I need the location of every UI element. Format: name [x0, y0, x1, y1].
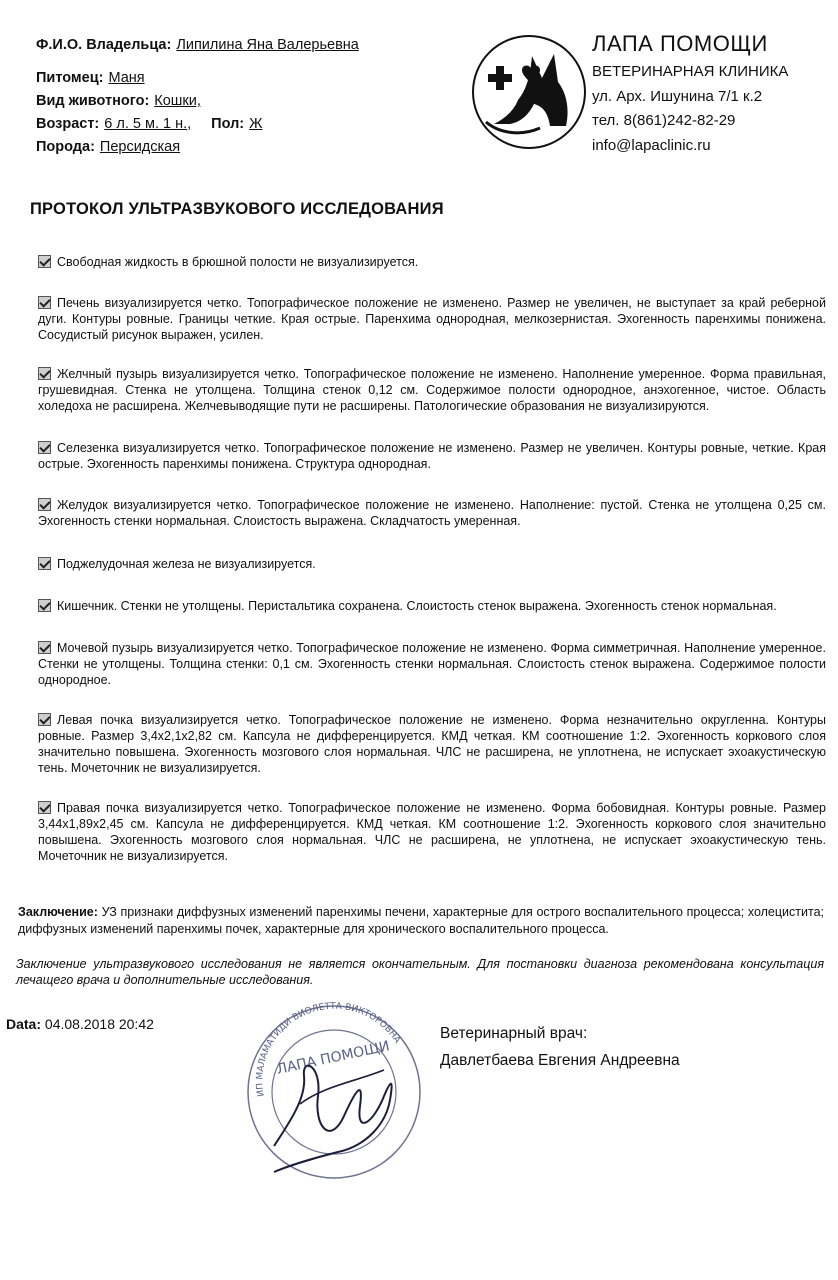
checkbox-checked-icon	[38, 557, 51, 570]
finding-free-fluid	[38, 254, 826, 270]
finding-gallbladder	[38, 366, 826, 414]
checkbox-checked-icon	[38, 498, 51, 511]
owner-name-label: Ф.И.О. Владельца:	[36, 37, 172, 53]
doctor-label: Ветеринарный врач:	[440, 1025, 588, 1042]
patient-info	[36, 34, 456, 159]
pet-name-label: Питомец:	[36, 70, 104, 86]
checkbox-checked-icon	[38, 599, 51, 612]
finding-intestine	[38, 598, 826, 614]
clinic-stamp	[234, 996, 434, 1182]
checkbox-checked-icon	[38, 367, 51, 380]
finding-spleen	[38, 440, 826, 472]
species-label: Вид животного:	[36, 93, 150, 109]
finding-text: Левая почка визуализируется четко. Топографическое положение не изменено. Форма незначительно округленна. Контуры ровные. Размер 3,4x2,1x2,82 см. Капсула не дифференцируется. КМД четкая. КМ соотношение 1:2. Эхогенность коркового слоя значительно повышена. Эхогенность мозгового слоя нормальная. ЧЛС не расширена, не уплотнена, не испускает эхоакустическую тень. Мочеточник не визуализируется.	[38, 713, 826, 775]
age-label: Возраст:	[36, 116, 100, 132]
breed-label: Порода:	[36, 139, 95, 155]
conclusion-text: УЗ признаки диффузных изменений паренхимы печени, характерные для острого воспалительного процесса; холецистита; диффузных изменений паренхимы почек, характерные для хронического воспалительного процесса.	[18, 905, 824, 936]
finding-text: Поджелудочная железа не визуализируется.	[57, 557, 316, 571]
page-title: ПРОТОКОЛ УЛЬТРАЗВУКОВОГО ИССЛЕДОВАНИЯ	[30, 200, 444, 218]
doctor-info	[440, 1020, 680, 1074]
finding-right-kidney	[38, 800, 826, 864]
signature-icon	[274, 1066, 392, 1172]
checkbox-checked-icon	[38, 441, 51, 454]
finding-text: Селезенка визуализируется четко. Топографическое положение не изменено. Размер не увеличен. Контуры ровные, четкие. Края острые. Эхогенность паренхимы понижена. Структура однородная.	[38, 441, 826, 471]
age-value: 6 л. 5 м. 1 н.,	[104, 116, 192, 132]
stamp-center-text: ЛАПА ПОМОЩИ	[275, 1038, 392, 1078]
doctor-name: Давлетбаева Евгения Андреевна	[440, 1052, 680, 1069]
finding-liver	[38, 295, 826, 343]
checkbox-checked-icon	[38, 641, 51, 654]
stamp-ring-text: ИП МАЛАМАТИДИ ВИОЛЕТТА ВИКТОРОВНА	[255, 1001, 402, 1098]
checkbox-checked-icon	[38, 255, 51, 268]
date-value: 04.08.2018 20:42	[44, 1016, 154, 1032]
conclusion-label: Заключение:	[18, 905, 98, 919]
clinic-name: ЛАПА ПОМОЩИ	[592, 31, 768, 56]
clinic-phone: тел. 8(861)242-82-29	[592, 112, 736, 129]
checkbox-checked-icon	[38, 296, 51, 309]
owner-name-value: Липилина Яна Валерьевна	[176, 37, 359, 53]
finding-bladder	[38, 640, 826, 688]
species-value: Кошки,	[154, 93, 201, 109]
finding-text: Мочевой пузырь визуализируется четко. Топографическое положение не изменено. Форма симметричная. Наполнение умеренное. Стенки не утолщены. Толщина стенки: 0,1 см. Эхогенность стенки нормальная. Слоистость стенок выражена. Содержимое полости однородное.	[38, 641, 826, 687]
finding-text: Желчный пузырь визуализируется четко. Топографическое положение не изменено. Наполнение умеренное. Форма правильная, грушевидная. Стенка не утолщена. Толщина стенок 0,12 см. Содержимое полости однородное, анэхогенное, чистое. Область холедоха не расширена. Желчевыводящие пути не расширены. Патологические образования не визуализируются.	[38, 367, 826, 413]
conclusion	[18, 904, 824, 938]
finding-text: Печень визуализируется четко. Топографическое положение не изменено. Размер не увеличен, не выступает за край реберной дуги. Контуры ровные. Границы четкие. Края острые. Паренхима однородная, мелкозернистая. Эхогенность паренхимы понижена. Сосудистый рисунок выражен, усилен.	[38, 296, 826, 342]
clinic-info	[592, 30, 832, 158]
breed-value: Персидская	[99, 139, 181, 155]
finding-text: Правая почка визуализируется четко. Топографическое положение не изменено. Форма бобовидная. Контуры ровные. Размер 3,44x1,89x2,45 см. Капсула не дифференцируется. КМД четкая. КМ соотношение 1:2. Эхогенность коркового слоя значительно повышена. Эхогенность мозгового слоя нормальная. ЧЛС не расширена, не уплотнена, не испускает эхоакустическую тень. Мочеточник не визуализируется.	[38, 801, 826, 863]
date-label: Data:	[6, 1016, 42, 1032]
breed-row	[36, 136, 456, 159]
pet-name-value: Маня	[108, 70, 145, 86]
age-sex-row	[36, 113, 456, 136]
exam-date	[6, 1016, 154, 1032]
sex-value: Ж	[249, 116, 263, 132]
clinic-subtitle: ВЕТЕРИНАРНАЯ КЛИНИКА	[592, 63, 789, 80]
sex-label: Пол:	[211, 116, 245, 132]
finding-pancreas	[38, 556, 826, 572]
clinic-address: ул. Арх. Ишунина 7/1 к.2	[592, 87, 763, 105]
finding-left-kidney	[38, 712, 826, 776]
disclaimer-note: Заключение ультразвукового исследования не является окончательным. Для постановки диагноза рекомендована консультация лечащего врача и дополнительные исследования.	[16, 957, 824, 987]
clinic-email[interactable]: info@lapaclinic.ru	[592, 136, 711, 154]
checkbox-checked-icon	[38, 713, 51, 726]
finding-stomach	[38, 497, 826, 529]
pet-name-row	[36, 67, 456, 90]
checkbox-checked-icon	[38, 801, 51, 814]
owner-name-row	[36, 34, 456, 57]
finding-text: Свободная жидкость в брюшной полости не визуализируется.	[57, 255, 419, 269]
clinic-logo-icon	[470, 26, 588, 158]
finding-text: Кишечник. Стенки не утолщены. Перистальтика сохранена. Слоистость стенок выражена. Эхогенность стенок нормальная.	[57, 599, 777, 613]
finding-text: Желудок визуализируется четко. Топографическое положение не изменено. Наполнение: пустой. Стенка не утолщена 0,25 см. Эхогенность стенки нормальная. Слоистость выражена. Складчатость умеренная.	[38, 498, 826, 528]
species-row	[36, 90, 456, 113]
